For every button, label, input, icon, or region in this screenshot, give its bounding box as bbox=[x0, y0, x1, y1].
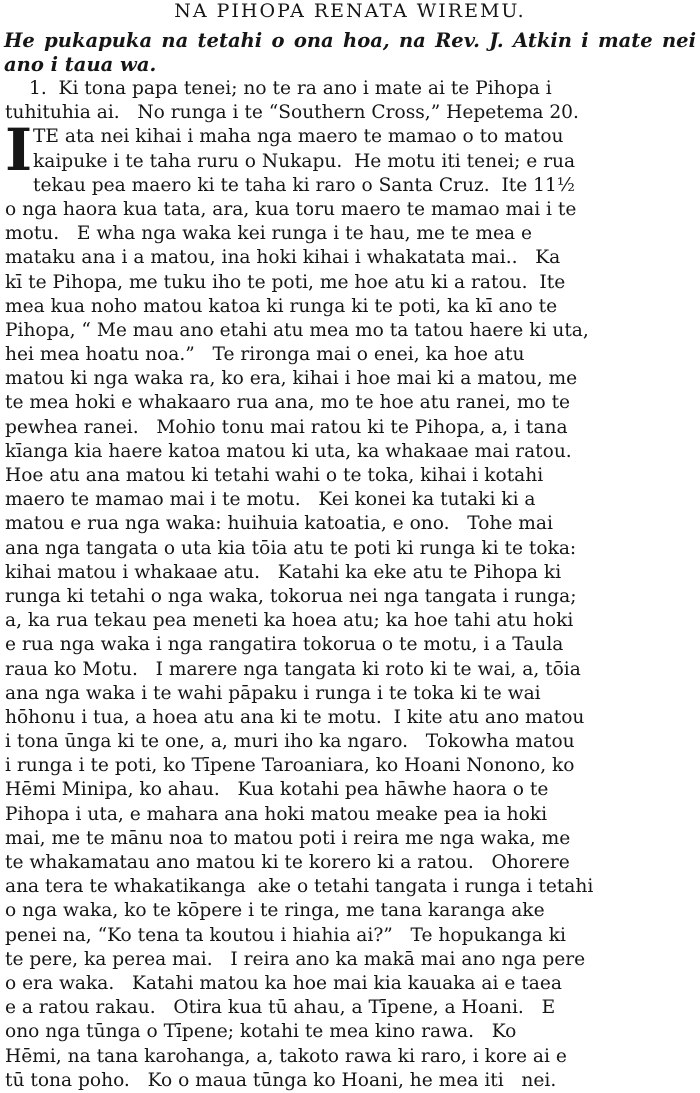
text-line: hōhonu i tua, a hoea atu ana ki te motu. I kite atu ano matou bbox=[5, 706, 585, 728]
text-line: TE ata nei kihai i maha nga maero te mamao o to matou bbox=[33, 126, 564, 148]
text-line: tū tona poho. Ko o maua tūnga ko Hoani, he mea iti nei. bbox=[5, 1069, 557, 1091]
text-line: a, ka rua tekau pea meneti ka hoea atu; ka hoe tahi atu hoki bbox=[5, 610, 574, 632]
text-line: ana tera te whakatikanga ake o tetahi tangata i runga i tetahi bbox=[5, 876, 594, 898]
text-line: matou ki nga waka ra, ko era, kihai i hoe mai ki a matou, me bbox=[5, 368, 578, 390]
text-line: kī te Pihopa, me tuku iho te poti, me hoe atu ki a ratou. Ite bbox=[5, 271, 566, 293]
text-line: te pere, ka perea mai. I reira ano ka makā mai ano nga pere bbox=[5, 948, 586, 970]
text-line: Pihopa i uta, e mahara ana hoki matou meake pea ia hoki bbox=[5, 803, 548, 825]
document-title: NA PIHOPA RENATA WIREMU. bbox=[174, 0, 526, 22]
text-line: ono nga tūnga o Tīpene; kotahi te mea kino rawa. Ko bbox=[5, 1021, 517, 1043]
text-line: penei na, “Ko tena ta koutou i hiahia ai?” Te hopukanga ki bbox=[5, 924, 566, 946]
text-line: matou e rua nga waka: huihuia katoatia, e ono. Tohe mai bbox=[5, 513, 553, 535]
text-line: hei mea hoatu noa.” Te rironga mai o enei, ka hoe atu bbox=[5, 344, 525, 366]
text-line: 1. Ki tona papa tenei; no te ra ano i mate ai te Pihopa i bbox=[29, 78, 552, 99]
text-line: mai, me te mānu noa to matou poti i reira me nga waka, me bbox=[5, 827, 571, 849]
text-line: pewhea ranei. Mohio tonu mai ratou ki te Pihopa, a, i tana bbox=[5, 416, 568, 438]
text-line: o era waka. Katahi matou ka hoe mai kia kauaka ai e taea bbox=[5, 972, 562, 994]
text-line: tekau pea maero ki te taha ki raro o Santa Cruz. Ite 11½ bbox=[33, 174, 575, 196]
text-line: e rua nga waka i nga rangatira tokorua o te motu, i a Taula bbox=[5, 634, 564, 656]
text-line: te mea hoki e whakaaro rua ana, mo te hoe atu ranei, mo te bbox=[5, 392, 571, 414]
text-line: kaipuke i te taha ruru o Nukapu. He motu iti tenei; e rua bbox=[33, 150, 576, 172]
text-line: runga ki tetahi o nga waka, tokorua nei nga tangata i runga; bbox=[5, 585, 577, 607]
text-line: o nga haora kua tata, ara, kua toru maero te mamao mai i te bbox=[5, 198, 577, 220]
text-line: raua ko Motu. I marere nga tangata ki roto ki te wai, a, tōia bbox=[5, 658, 581, 680]
text-line: kīanga kia haere katoa matou ki uta, ka whakaae mai ratou. bbox=[5, 440, 572, 462]
text-line: Hoe atu ana matou ki tetahi wahi o te toka, kihai i kotahi bbox=[5, 465, 544, 486]
text-line: i tona ūnga ki te one, a, muri iho ka ngaro. Tokowha matou bbox=[5, 731, 575, 753]
text-line: ana nga tangata o uta kia tōia atu te poti ki runga ki te toka: bbox=[5, 537, 577, 559]
text-line: Pihopa, “ Me mau ano etahi atu mea mo ta tatou haere ki uta, bbox=[5, 319, 589, 341]
text-line: mataku ana i a matou, ina hoki kihai i whakatata mai.. Ka bbox=[5, 247, 561, 269]
text-line: motu. E wha nga waka kei runga i te hau, me te mea e bbox=[5, 223, 532, 245]
document-subtitle: He pukapuka na tetahi o ona hoa, na Rev. J. Atkin i mate nei ano i taua wa. bbox=[4, 29, 696, 76]
text-line: maero te mamao mai i te motu. Kei konei ka tutaki ki a bbox=[5, 489, 536, 511]
drop-cap-letter: I bbox=[5, 116, 33, 184]
text-line: o nga waka, ko te kōpere i te ringa, me tana karanga ake bbox=[5, 900, 545, 922]
text-line: tuhituhia ai. No runga i te “Southern Cross,” Hepetema 20. bbox=[5, 102, 579, 124]
text-line: te whakamatau ano matou ki te korero ki a ratou. Ohorere bbox=[5, 852, 570, 873]
document-body bbox=[5, 77, 695, 1093]
text-line: Hēmi Minipa, ko ahau. Kua kotahi pea hāwhe haora o te bbox=[5, 779, 549, 801]
text-line: ana nga waka i te wahi pāpaku i runga i te toka ki te wai bbox=[5, 682, 541, 704]
text-line: mea kua noho matou katoa ki runga ki te poti, ka kī ano te bbox=[5, 295, 558, 317]
text-line: kihai matou i whakaae atu. Katahi ka eke atu te Pihopa ki bbox=[5, 561, 562, 583]
text-line: e a ratou rakau. Otira kua tū ahau, a Tīpene, a Hoani. E bbox=[5, 997, 556, 1019]
text-line: Hēmi, na tana karohanga, a, takoto rawa ki raro, i kore ai e bbox=[5, 1045, 567, 1067]
text-line: i runga i te poti, ko Tīpene Taroaniara, ko Hoani Nonono, ko bbox=[5, 755, 575, 777]
